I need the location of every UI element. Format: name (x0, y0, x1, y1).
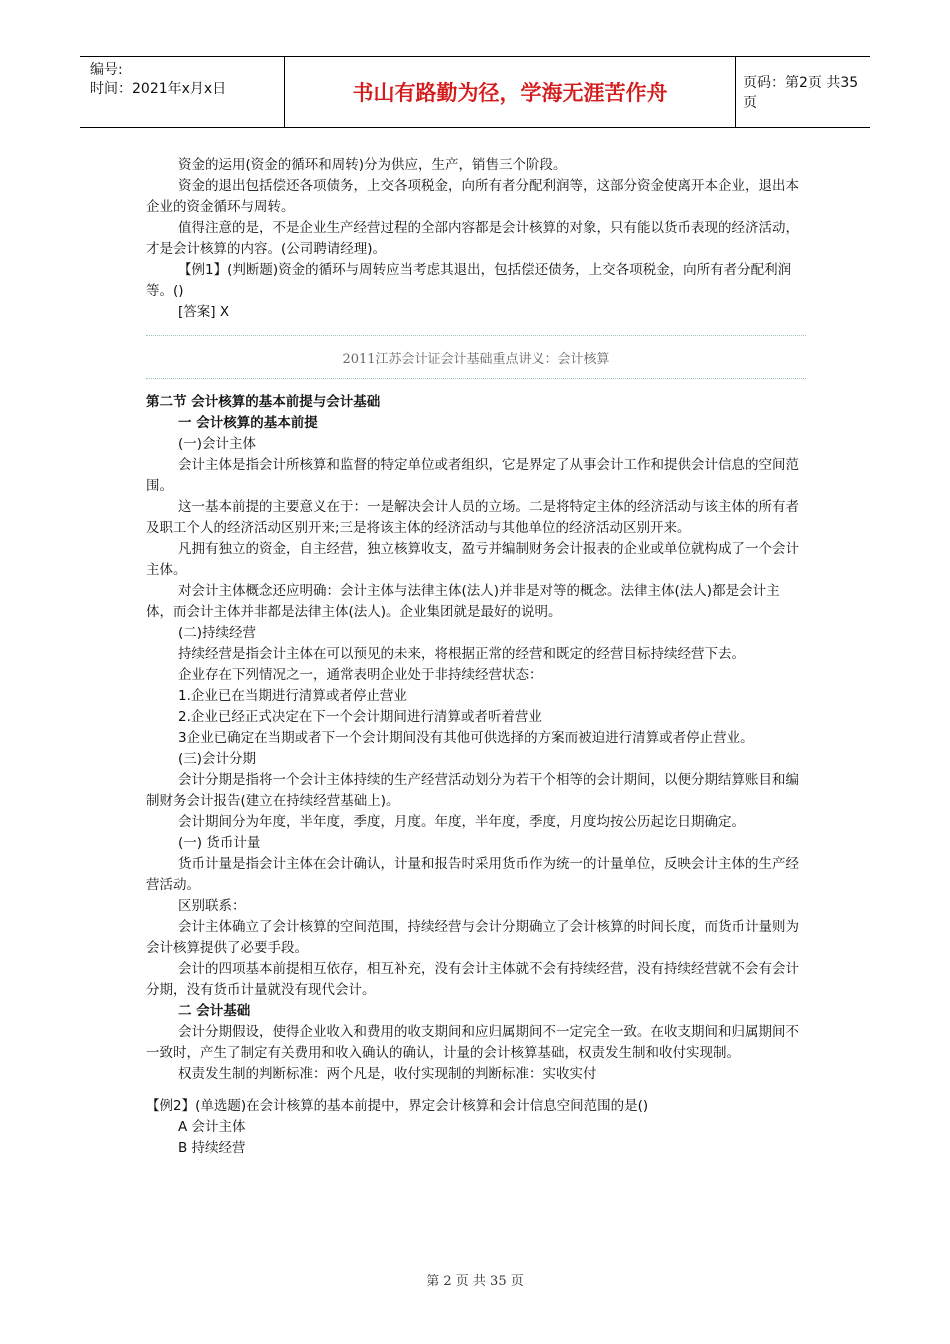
paragraph: 这一基本前提的主要意义在于：一是解决会计人员的立场。二是将特定主体的经济活动与该主体的所有者及职工个人的经济活动区别开来;三是将该主体的经济活动与其他单位的经济活动区别开来。 (146, 499, 799, 536)
paragraph: 区别联系： (178, 898, 246, 914)
subsection-title: 二 会计基础 (178, 1003, 251, 1019)
section-title: 第二节 会计核算的基本前提与会计基础 (146, 394, 381, 410)
list-item: 3企业已确定在当期或者下一个会计期间没有其他可供选择的方案而被迫进行清算或者停止营业。 (178, 730, 754, 746)
header-meta (90, 61, 226, 99)
paragraph: 会计的四项基本前提相互依存，相互补充，没有会计主体就不会有持续经营，没有持续经营就不会有会计分期，没有货币计量就没有现代会计。 (146, 961, 799, 998)
number-label: 编号: (90, 62, 123, 78)
answer: [答案] X (178, 304, 230, 320)
page-footer: 第 2 页 共 35 页 (426, 1274, 524, 1289)
heading: (二)持续经营 (178, 625, 257, 641)
subsection-title: 一 会计核算的基本前提 (178, 415, 318, 431)
paragraph: 权责发生制的判断标准：两个凡是，收付实现制的判断标准：实收实付 (178, 1066, 597, 1082)
paragraph: 资金的运用(资金的循环和周转)分为供应，生产，销售三个阶段。 (178, 157, 567, 173)
paragraph: 会计主体确立了会计核算的空间范围，持续经营与会计分期确立了会计核算的时间长度，而货币计量则为会计核算提供了必要手段。 (146, 919, 799, 956)
top-text-block (146, 155, 806, 323)
option-a: A 会计主体 (178, 1119, 246, 1135)
paragraph: 凡拥有独立的资金，自主经营，独立核算收支，盈亏并编制财务会计报表的企业或单位就构成了一个会计主体。 (146, 541, 799, 578)
divider-bottom (146, 378, 806, 379)
separator-title: 2011江苏会计证会计基础重点讲义：会计核算 (342, 352, 610, 367)
example-2: 【例2】(单选题)在会计核算的基本前提中，界定会计核算和会计信息空间范围的是() (146, 1098, 649, 1114)
header-page-info: 页码：第2页 共35页 (743, 75, 859, 111)
paragraph: 会计期间分为年度，半年度，季度，月度。年度，半年度，季度，月度均按公历起讫日期确定。 (178, 814, 745, 830)
paragraph: 会计分期是指将一个会计主体持续的生产经营活动划分为若干个相等的会计期间，以便分期结算账目和编制财务会计报告(建立在持续经营基础上)。 (146, 772, 799, 809)
option-b: B 持续经营 (178, 1140, 246, 1156)
divider-top (146, 335, 806, 336)
paragraph: 会计分期假设，使得企业收入和费用的收支期间和应归属期间不一定完全一致。在收支期间和归属期间不一致时，产生了制定有关费用和收入确认的确认，计量的会计核算基础，权责发生制和收付实现制。 (146, 1024, 799, 1061)
paragraph: 对会计主体概念还应明确：会计主体与法律主体(法人)并非是对等的概念。法律主体(法人)都是会计主体，而会计主体并非都是法律主体(法人)。企业集团就是最好的说明。 (146, 583, 780, 620)
time-label: 时间：2021年x月x日 (90, 81, 227, 97)
paragraph: 持续经营是指会计主体在可以预见的未来，将根据正常的经营和既定的经营目标持续经营下去。 (178, 646, 745, 662)
list-item: 1.企业已在当期进行清算或者停止营业 (178, 688, 407, 704)
page-header (80, 56, 870, 128)
header-motto: 书山有路勤为径，学海无涯苦作舟 (284, 57, 736, 127)
heading: (一) 货币计量 (178, 835, 261, 851)
paragraph: 会计主体是指会计所核算和监督的特定单位或者组织，它是界定了从事会计工作和提供会计信息的空间范围。 (146, 457, 799, 494)
paragraph: 货币计量是指会计主体在会计确认，计量和报告时采用货币作为统一的计量单位，反映会计主体的生产经营活动。 (146, 856, 799, 893)
paragraph: 值得注意的是，不是企业生产经营过程的全部内容都是会计核算的对象，只有能以货币表现的经济活动，才是会计核算的内容。(公司聘请经理)。 (146, 220, 799, 257)
example-1: 【例1】(判断题)资金的循环与周转应当考虑其退出，包括偿还债务，上交各项税金，向所有者分配利润等。() (146, 262, 792, 299)
list-item: 2.企业已经正式决定在下一个会计期间进行清算或者听着营业 (178, 709, 542, 725)
heading: (一)会计主体 (178, 436, 257, 452)
paragraph: 企业存在下列情况之一，通常表明企业处于非持续经营状态： (178, 667, 543, 683)
paragraph: 资金的退出包括偿还各项债务，上交各项税金，向所有者分配利润等，这部分资金使离开本企业，退出本企业的资金循环与周转。 (146, 178, 799, 215)
heading: (三)会计分期 (178, 751, 257, 767)
section-text-block (146, 392, 806, 1159)
